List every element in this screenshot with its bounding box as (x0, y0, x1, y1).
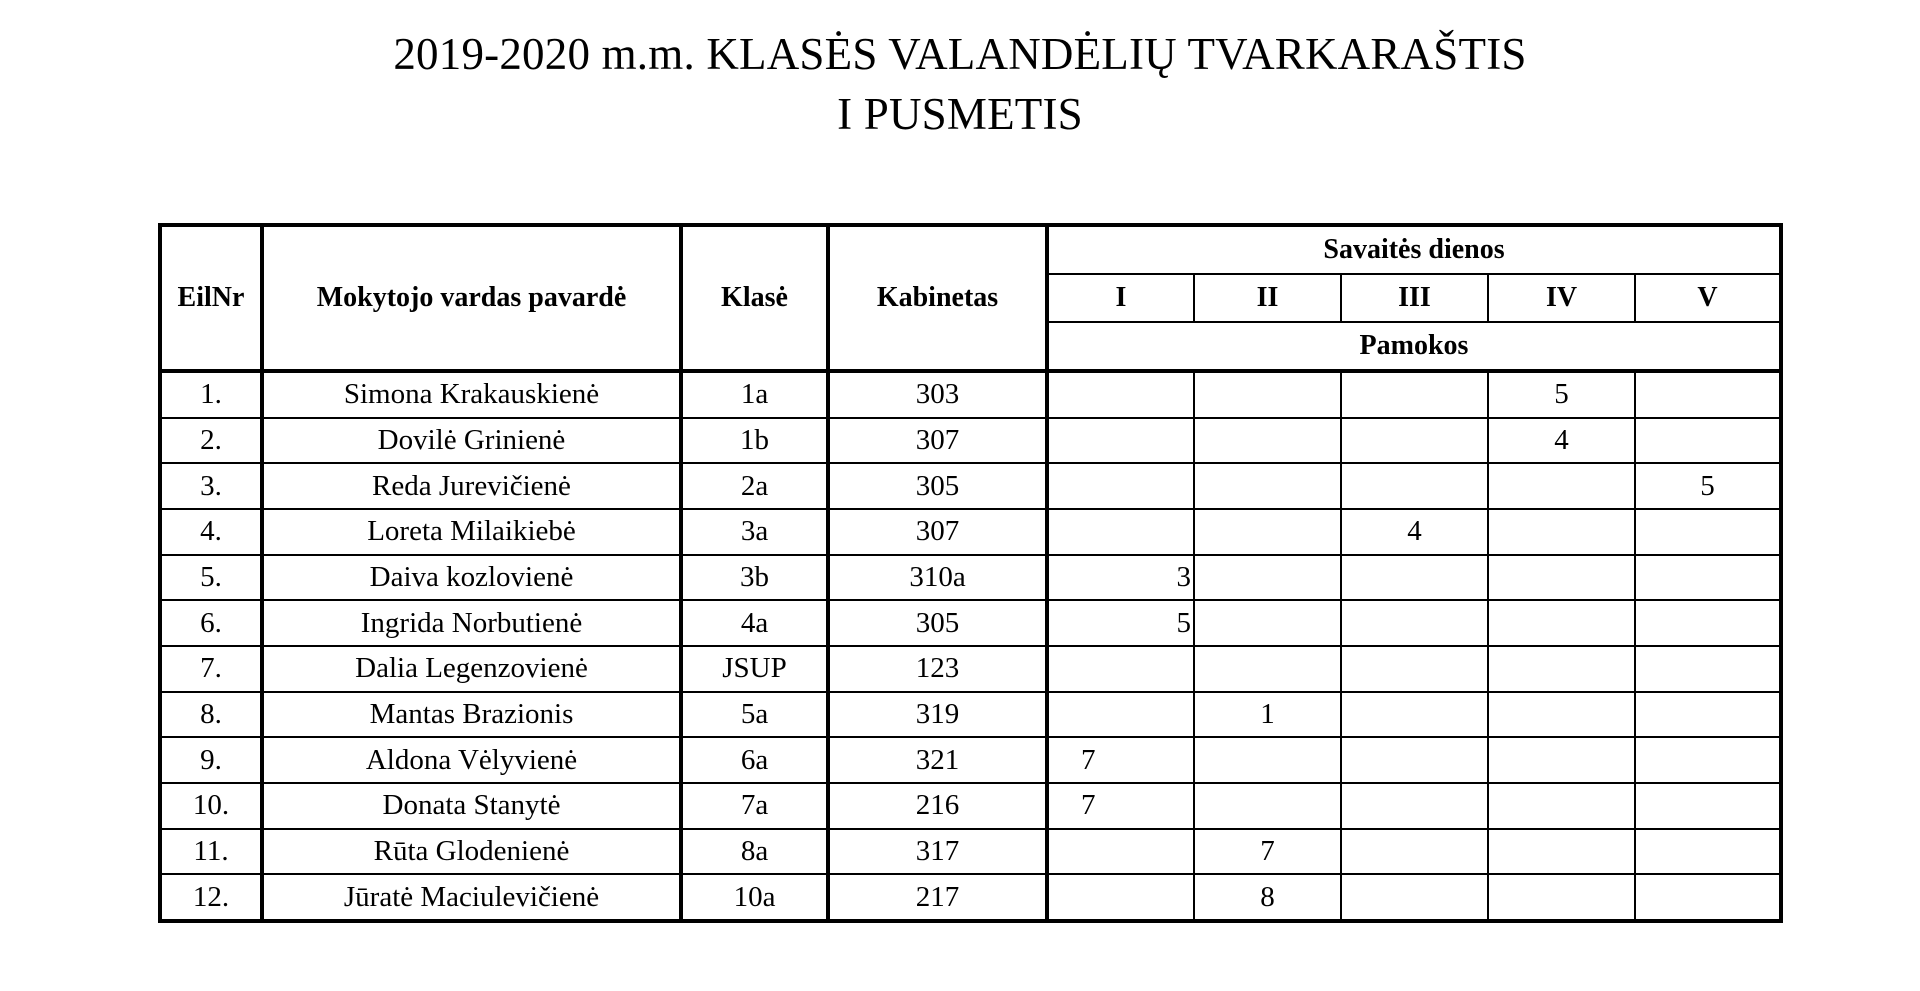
row-day-3-cell (1341, 600, 1488, 646)
row-day-5-cell (1635, 783, 1781, 829)
header-day-3: III (1341, 274, 1488, 322)
row-class-cell: 3b (681, 555, 828, 601)
row-day-2-cell: 1 (1194, 692, 1341, 738)
row-room-cell: 305 (828, 463, 1047, 509)
row-day-3-cell (1341, 418, 1488, 464)
row-class-cell: 3a (681, 509, 828, 555)
row-day-2-cell (1194, 555, 1341, 601)
row-day-3-cell (1341, 371, 1488, 418)
row-day-3-cell (1341, 829, 1488, 875)
row-day-1-cell (1047, 829, 1194, 875)
row-class-cell: 6a (681, 737, 828, 783)
row-day-5-cell (1635, 555, 1781, 601)
row-day-2-cell: 8 (1194, 874, 1341, 921)
row-day-3-cell (1341, 555, 1488, 601)
row-class-cell: 5a (681, 692, 828, 738)
row-day-4-cell (1488, 874, 1635, 921)
row-room-cell: 319 (828, 692, 1047, 738)
table-row (160, 371, 1781, 418)
table-row (160, 874, 1781, 921)
row-day-1-cell: 5 (1047, 600, 1194, 646)
row-teacher-cell: Aldona Vėlyvienė (262, 737, 681, 783)
schedule-table (158, 223, 1783, 923)
header-lessons: Pamokos (1047, 322, 1781, 371)
row-teacher-cell: Simona Krakauskienė (262, 371, 681, 418)
table-row (160, 600, 1781, 646)
row-teacher-cell: Dovilė Grinienė (262, 418, 681, 464)
table-row (160, 418, 1781, 464)
row-day-5-cell (1635, 874, 1781, 921)
row-day-2-cell (1194, 737, 1341, 783)
page-title: 2019-2020 m.m. KLASĖS VALANDĖLIŲ TVARKARAŠTIS (393, 29, 1527, 79)
header-class: Klasė (681, 225, 828, 371)
row-day-2-cell (1194, 371, 1341, 418)
row-day-5-cell (1635, 371, 1781, 418)
row-teacher-cell: Mantas Brazionis (262, 692, 681, 738)
row-num-cell: 3. (160, 463, 262, 509)
row-teacher-cell: Rūta Glodenienė (262, 829, 681, 875)
row-num-cell: 7. (160, 646, 262, 692)
row-day-4-cell (1488, 829, 1635, 875)
page-subtitle: I PUSMETIS (837, 89, 1083, 139)
row-day-1-cell: 3 (1047, 555, 1194, 601)
header-day-5: V (1635, 274, 1781, 322)
row-teacher-cell: Daiva kozlovienė (262, 555, 681, 601)
row-day-3-cell: 4 (1341, 509, 1488, 555)
row-class-cell: 2a (681, 463, 828, 509)
row-num-cell: 11. (160, 829, 262, 875)
table-row (160, 692, 1781, 738)
row-class-cell: 4a (681, 600, 828, 646)
row-class-cell: 1a (681, 371, 828, 418)
header-day-1: I (1047, 274, 1194, 322)
row-room-cell: 321 (828, 737, 1047, 783)
row-room-cell: 310a (828, 555, 1047, 601)
row-day-1-cell (1047, 371, 1194, 418)
row-room-cell: 307 (828, 418, 1047, 464)
row-day-5-cell (1635, 737, 1781, 783)
row-day-4-cell (1488, 555, 1635, 601)
row-day-4-cell (1488, 463, 1635, 509)
row-day-1-cell (1047, 463, 1194, 509)
row-teacher-cell: Reda Jurevičienė (262, 463, 681, 509)
row-day-5-cell (1635, 418, 1781, 464)
row-day-2-cell (1194, 646, 1341, 692)
table-row (160, 646, 1781, 692)
header-room: Kabinetas (828, 225, 1047, 371)
header-weekdays: Savaitės dienos (1047, 225, 1781, 274)
row-day-4-cell: 5 (1488, 371, 1635, 418)
row-day-3-cell (1341, 646, 1488, 692)
row-day-1-cell (1047, 646, 1194, 692)
row-day-5-cell (1635, 646, 1781, 692)
row-class-cell: JSUP (681, 646, 828, 692)
row-teacher-cell: Jūratė Maciulevičienė (262, 874, 681, 921)
row-day-4-cell (1488, 692, 1635, 738)
header-day-2: II (1194, 274, 1341, 322)
row-day-3-cell (1341, 737, 1488, 783)
row-class-cell: 8a (681, 829, 828, 875)
row-num-cell: 1. (160, 371, 262, 418)
table-row (160, 783, 1781, 829)
row-day-5-cell (1635, 692, 1781, 738)
row-day-1-cell (1047, 874, 1194, 921)
row-room-cell: 305 (828, 600, 1047, 646)
row-class-cell: 7a (681, 783, 828, 829)
row-day-2-cell (1194, 418, 1341, 464)
header-num: EilNr (160, 225, 262, 371)
table-row (160, 509, 1781, 555)
row-teacher-cell: Dalia Legenzovienė (262, 646, 681, 692)
row-day-2-cell (1194, 783, 1341, 829)
row-day-4-cell (1488, 737, 1635, 783)
row-day-5-cell (1635, 509, 1781, 555)
row-day-4-cell (1488, 509, 1635, 555)
row-day-4-cell (1488, 600, 1635, 646)
row-room-cell: 303 (828, 371, 1047, 418)
row-day-3-cell (1341, 463, 1488, 509)
header-teacher: Mokytojo vardas pavardė (262, 225, 681, 371)
row-num-cell: 6. (160, 600, 262, 646)
row-class-cell: 1b (681, 418, 828, 464)
row-day-4-cell (1488, 783, 1635, 829)
row-day-2-cell (1194, 509, 1341, 555)
row-room-cell: 123 (828, 646, 1047, 692)
row-day-3-cell (1341, 783, 1488, 829)
schedule-body (160, 371, 1781, 921)
row-num-cell: 8. (160, 692, 262, 738)
row-num-cell: 4. (160, 509, 262, 555)
row-day-2-cell (1194, 600, 1341, 646)
table-row (160, 737, 1781, 783)
row-day-5-cell: 5 (1635, 463, 1781, 509)
row-day-1-cell (1047, 418, 1194, 464)
row-day-2-cell: 7 (1194, 829, 1341, 875)
row-teacher-cell: Loreta Milaikiebė (262, 509, 681, 555)
row-num-cell: 9. (160, 737, 262, 783)
row-teacher-cell: Ingrida Norbutienė (262, 600, 681, 646)
row-room-cell: 217 (828, 874, 1047, 921)
row-num-cell: 12. (160, 874, 262, 921)
row-class-cell: 10a (681, 874, 828, 921)
row-day-5-cell (1635, 600, 1781, 646)
table-row (160, 555, 1781, 601)
row-day-2-cell (1194, 463, 1341, 509)
row-num-cell: 2. (160, 418, 262, 464)
row-day-3-cell (1341, 692, 1488, 738)
row-room-cell: 317 (828, 829, 1047, 875)
row-teacher-cell: Donata Stanytė (262, 783, 681, 829)
row-room-cell: 216 (828, 783, 1047, 829)
row-day-1-cell: 7 (1047, 783, 1194, 829)
row-num-cell: 5. (160, 555, 262, 601)
row-day-3-cell (1341, 874, 1488, 921)
table-row (160, 829, 1781, 875)
row-day-1-cell (1047, 692, 1194, 738)
header-day-4: IV (1488, 274, 1635, 322)
row-num-cell: 10. (160, 783, 262, 829)
row-day-1-cell: 7 (1047, 737, 1194, 783)
row-room-cell: 307 (828, 509, 1047, 555)
row-day-4-cell (1488, 646, 1635, 692)
table-row (160, 463, 1781, 509)
row-day-1-cell (1047, 509, 1194, 555)
row-day-4-cell: 4 (1488, 418, 1635, 464)
row-day-5-cell (1635, 829, 1781, 875)
